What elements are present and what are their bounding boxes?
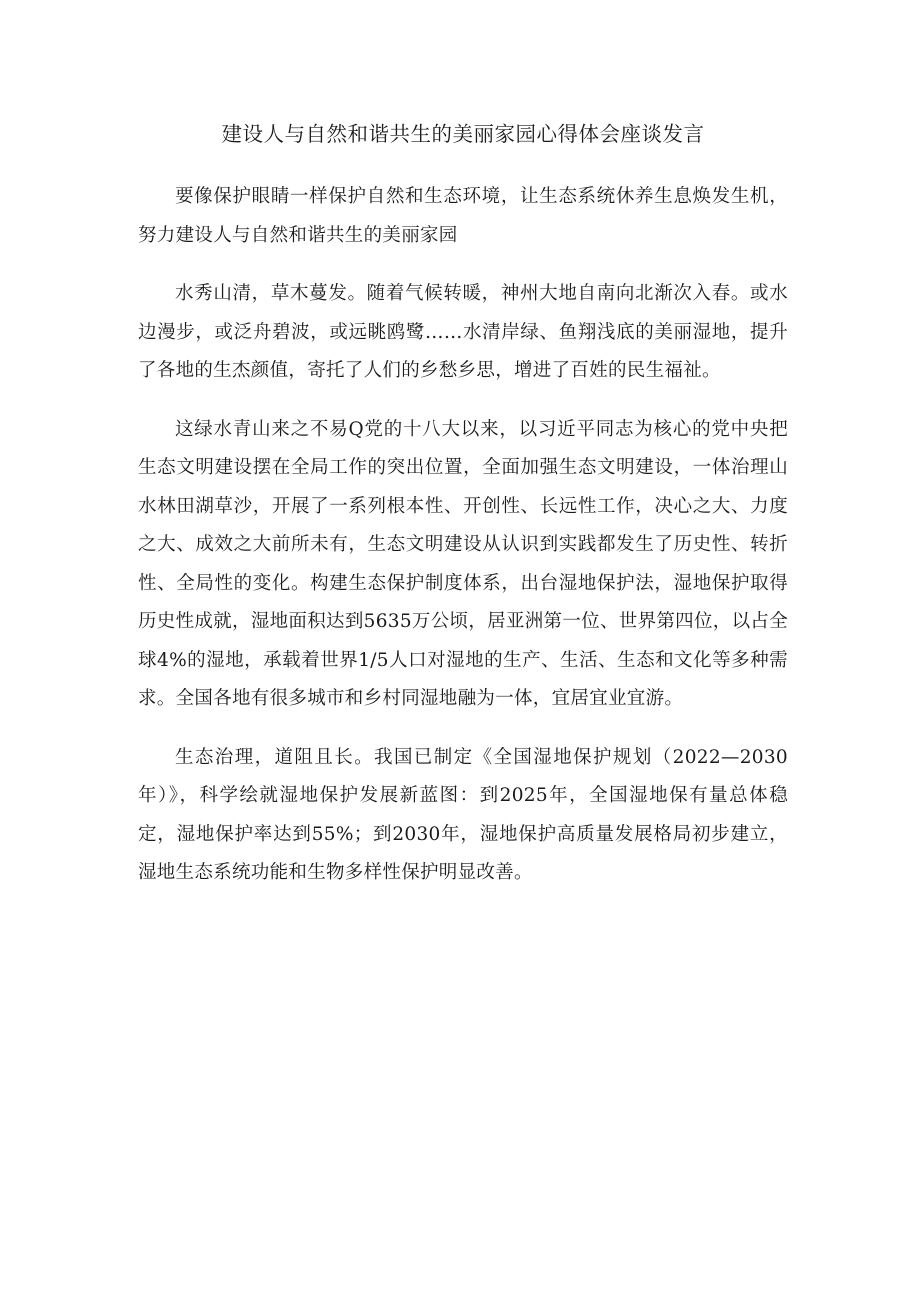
document-title: 建设人与自然和谐共生的美丽家园心得体会座谈发言 [221, 122, 705, 146]
paragraph-wetland-scenery: 水秀山清，草木蔓发。随着气候转暖，神州大地自南向北渐次入春。或水边漫步，或泛舟碧波，或远眺鸥鹭……水清岸绿、鱼翔浅底的美丽湿地，提升了各地的生杰颜值，寄托了人们的乡愁乡思，增进了百姓的民生福祉。 [138, 283, 788, 381]
paragraph-ecological-achievements: 这绿水青山来之不易Q党的十八大以来，以习近平同志为核心的党中央把生态文明建设摆在全局工作的突出位置，全面加强生态文明建设，一体治理山水林田湖草沙，开展了一系列根本性、开创性、长远性工作，决心之大、力度之大、成效之大前所未有，生态文明建设从认识到实践都发生了历史性、转折性、全局性的变化。构建生态保护制度体系，出台湿地保护法，湿地保护取得历史性成就，湿地面积达到5635万公顷，居亚洲第一位、世界第四位，以占全球4%的湿地，承载着世界1/5人口对湿地的生产、生活、生态和文化等多种需求。全国各地有很多城市和乡村同湿地融为一体，宜居宜业宜游。 [138, 418, 788, 709]
paragraph-lede: 要像保护眼睛一样保护自然和生态环境，让生态系统休养生息焕发生机，努力建设人与自然和谐共生的美丽家园 [138, 186, 788, 246]
paragraph-wetland-plan: 生态治理，道阻且长。我国已制定《全国湿地保护规划（2022—2030年）》，科学绘就湿地保护发展新蓝图：到2025年，全国湿地保有量总体稳定，湿地保护率达到55%；到2030年，湿地保护高质量发展格局初步建立，湿地生态系统功能和生物多样性保护明显改善。 [138, 746, 788, 883]
document-page [138, 100, 788, 913]
